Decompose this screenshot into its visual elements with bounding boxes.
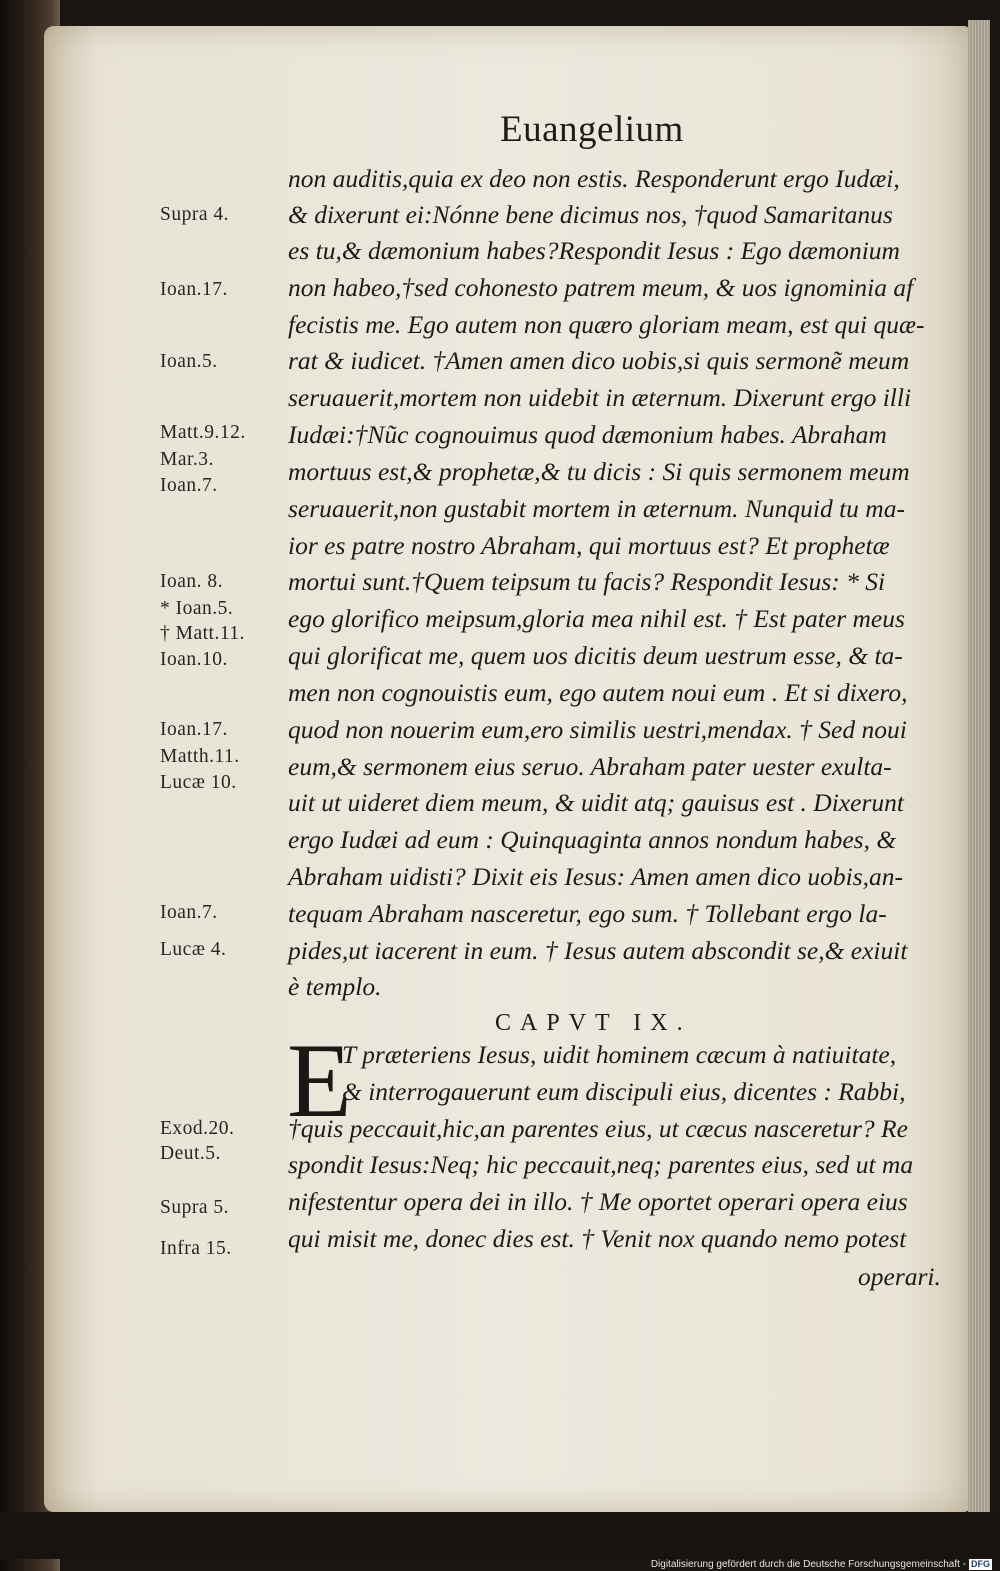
credit-text: Digitalisierung gefördert durch die Deutsche Forschungsgemeinschaft -: [650, 1559, 966, 1570]
margin-note: Deut.5.: [160, 1143, 221, 1164]
text-line: è templo.: [288, 972, 382, 1001]
text-line: Abraham uidisti? Dixit eis Iesus: Amen amen dico uobis,an-: [288, 862, 904, 891]
text-line: spondit Iesus:Neq; hic peccauit,neq; parentes eius, sed ut ma: [288, 1150, 914, 1179]
page-edges: [968, 20, 990, 1520]
text-line: T præteriens Iesus, uidit hominem cæcum à natiuitate,: [342, 1040, 897, 1069]
margin-note: Lucæ 10.: [160, 772, 237, 793]
margin-note: Supra 5.: [160, 1197, 229, 1218]
margin-note: * Ioan.5.: [160, 598, 234, 619]
catchword: operari.: [858, 1262, 941, 1291]
chapter-heading: CAPVT IX.: [495, 1010, 692, 1036]
margin-note: Ioan.10.: [160, 649, 228, 670]
margin-note: Ioan.17.: [160, 719, 228, 740]
text-line: seruauerit,mortem non uidebit in æternum. Dixerunt ergo illi: [288, 383, 912, 412]
margin-note: Lucæ 4.: [160, 939, 227, 960]
margin-note: Infra 15.: [160, 1238, 232, 1259]
margin-note: Mar.3.: [160, 449, 214, 470]
text-line: Iudæi:†Nũc cognouimus quod dæmonium habes. Abraham: [288, 420, 887, 449]
text-line: mortuus est,& prophetæ,& tu dicis : Si quis sermonem meum: [288, 457, 910, 486]
text-line: qui misit me, donec dies est. † Venit nox quando nemo potest: [288, 1224, 907, 1253]
margin-note: Matth.11.: [160, 746, 240, 767]
margin-note: Ioan.5.: [160, 351, 218, 372]
margin-note: Ioan. 8.: [160, 571, 224, 592]
text-line: es tu,& dæmonium habes?Respondit Iesus : Ego dæmonium: [288, 236, 900, 265]
margin-note: † Matt.11.: [160, 623, 245, 644]
text-line: nifestentur opera dei in illo. † Me oportet operari opera eius: [288, 1187, 908, 1216]
text-line: men non cognouistis eum, ego autem noui eum . Et si dixero,: [288, 678, 908, 707]
text-line: seruauerit,non gustabit mortem in æternum. Nunquid tu ma-: [288, 494, 905, 523]
text-line: non habeo,†sed cohonesto patrem meum, & uos ignominia af: [288, 273, 914, 302]
margin-note: Ioan.17.: [160, 279, 228, 300]
text-line: ergo Iudæi ad eum : Quinquaginta annos nondum habes, &: [288, 825, 897, 854]
dfg-logo: DFG: [971, 1559, 990, 1569]
running-header: Euangelium: [500, 109, 684, 150]
text-line: tequam Abraham nasceretur, ego sum. † Tollebant ergo la-: [288, 899, 887, 928]
text-line: non auditis,quia ex deo non estis. Responderunt ergo Iudæi,: [288, 164, 900, 193]
margin-note: Ioan.7.: [160, 475, 218, 496]
margin-note: Matt.9.12.: [160, 422, 246, 443]
text-line: quod non nouerim eum,ero similis uestri,mendax. † Sed noui: [288, 715, 907, 744]
scan-bottom-border: [0, 1512, 1000, 1559]
margin-note: Exod.20.: [160, 1118, 235, 1139]
text-line: eum,& sermonem eius seruo. Abraham pater uester exulta-: [288, 752, 892, 781]
margin-note: Ioan.7.: [160, 902, 218, 923]
text-line: fecistis me. Ego autem non quæro gloriam meam, est qui quæ-: [288, 310, 925, 339]
margin-note: Supra 4.: [160, 204, 229, 225]
digitization-credit: [651, 1559, 992, 1571]
text-line: mortui sunt.†Quem teipsum tu facis? Respondit Iesus: * Si: [288, 567, 886, 596]
text-line: & interrogauerunt eum discipuli eius, dicentes : Rabbi,: [342, 1077, 906, 1106]
text-line: †quis peccauit,hic,an parentes eius, ut cæcus nasceretur? Re: [288, 1114, 908, 1143]
text-line: rat & iudicet. †Amen amen dico uobis,si quis sermonẽ meum: [288, 346, 910, 375]
text-line: ior es patre nostro Abraham, qui mortuus est? Et prophetæ: [288, 531, 890, 560]
text-line: qui glorificat me, quem uos dicitis deum uestrum esse, & ta-: [288, 641, 903, 670]
text-line: & dixerunt ei:Nónne bene dicimus nos, †quod Samaritanus: [288, 200, 893, 229]
text-line: ego glorifico meipsum,gloria mea nihil est. † Est pater meus: [288, 604, 905, 633]
drop-cap-initial: E: [287, 1022, 352, 1139]
text-line: pides,ut iacerent in eum. † Iesus autem abscondit se,& exiuit: [288, 936, 908, 965]
text-line: uit ut uideret diem meum, & uidit atq; gauisus est . Dixerunt: [288, 788, 904, 817]
